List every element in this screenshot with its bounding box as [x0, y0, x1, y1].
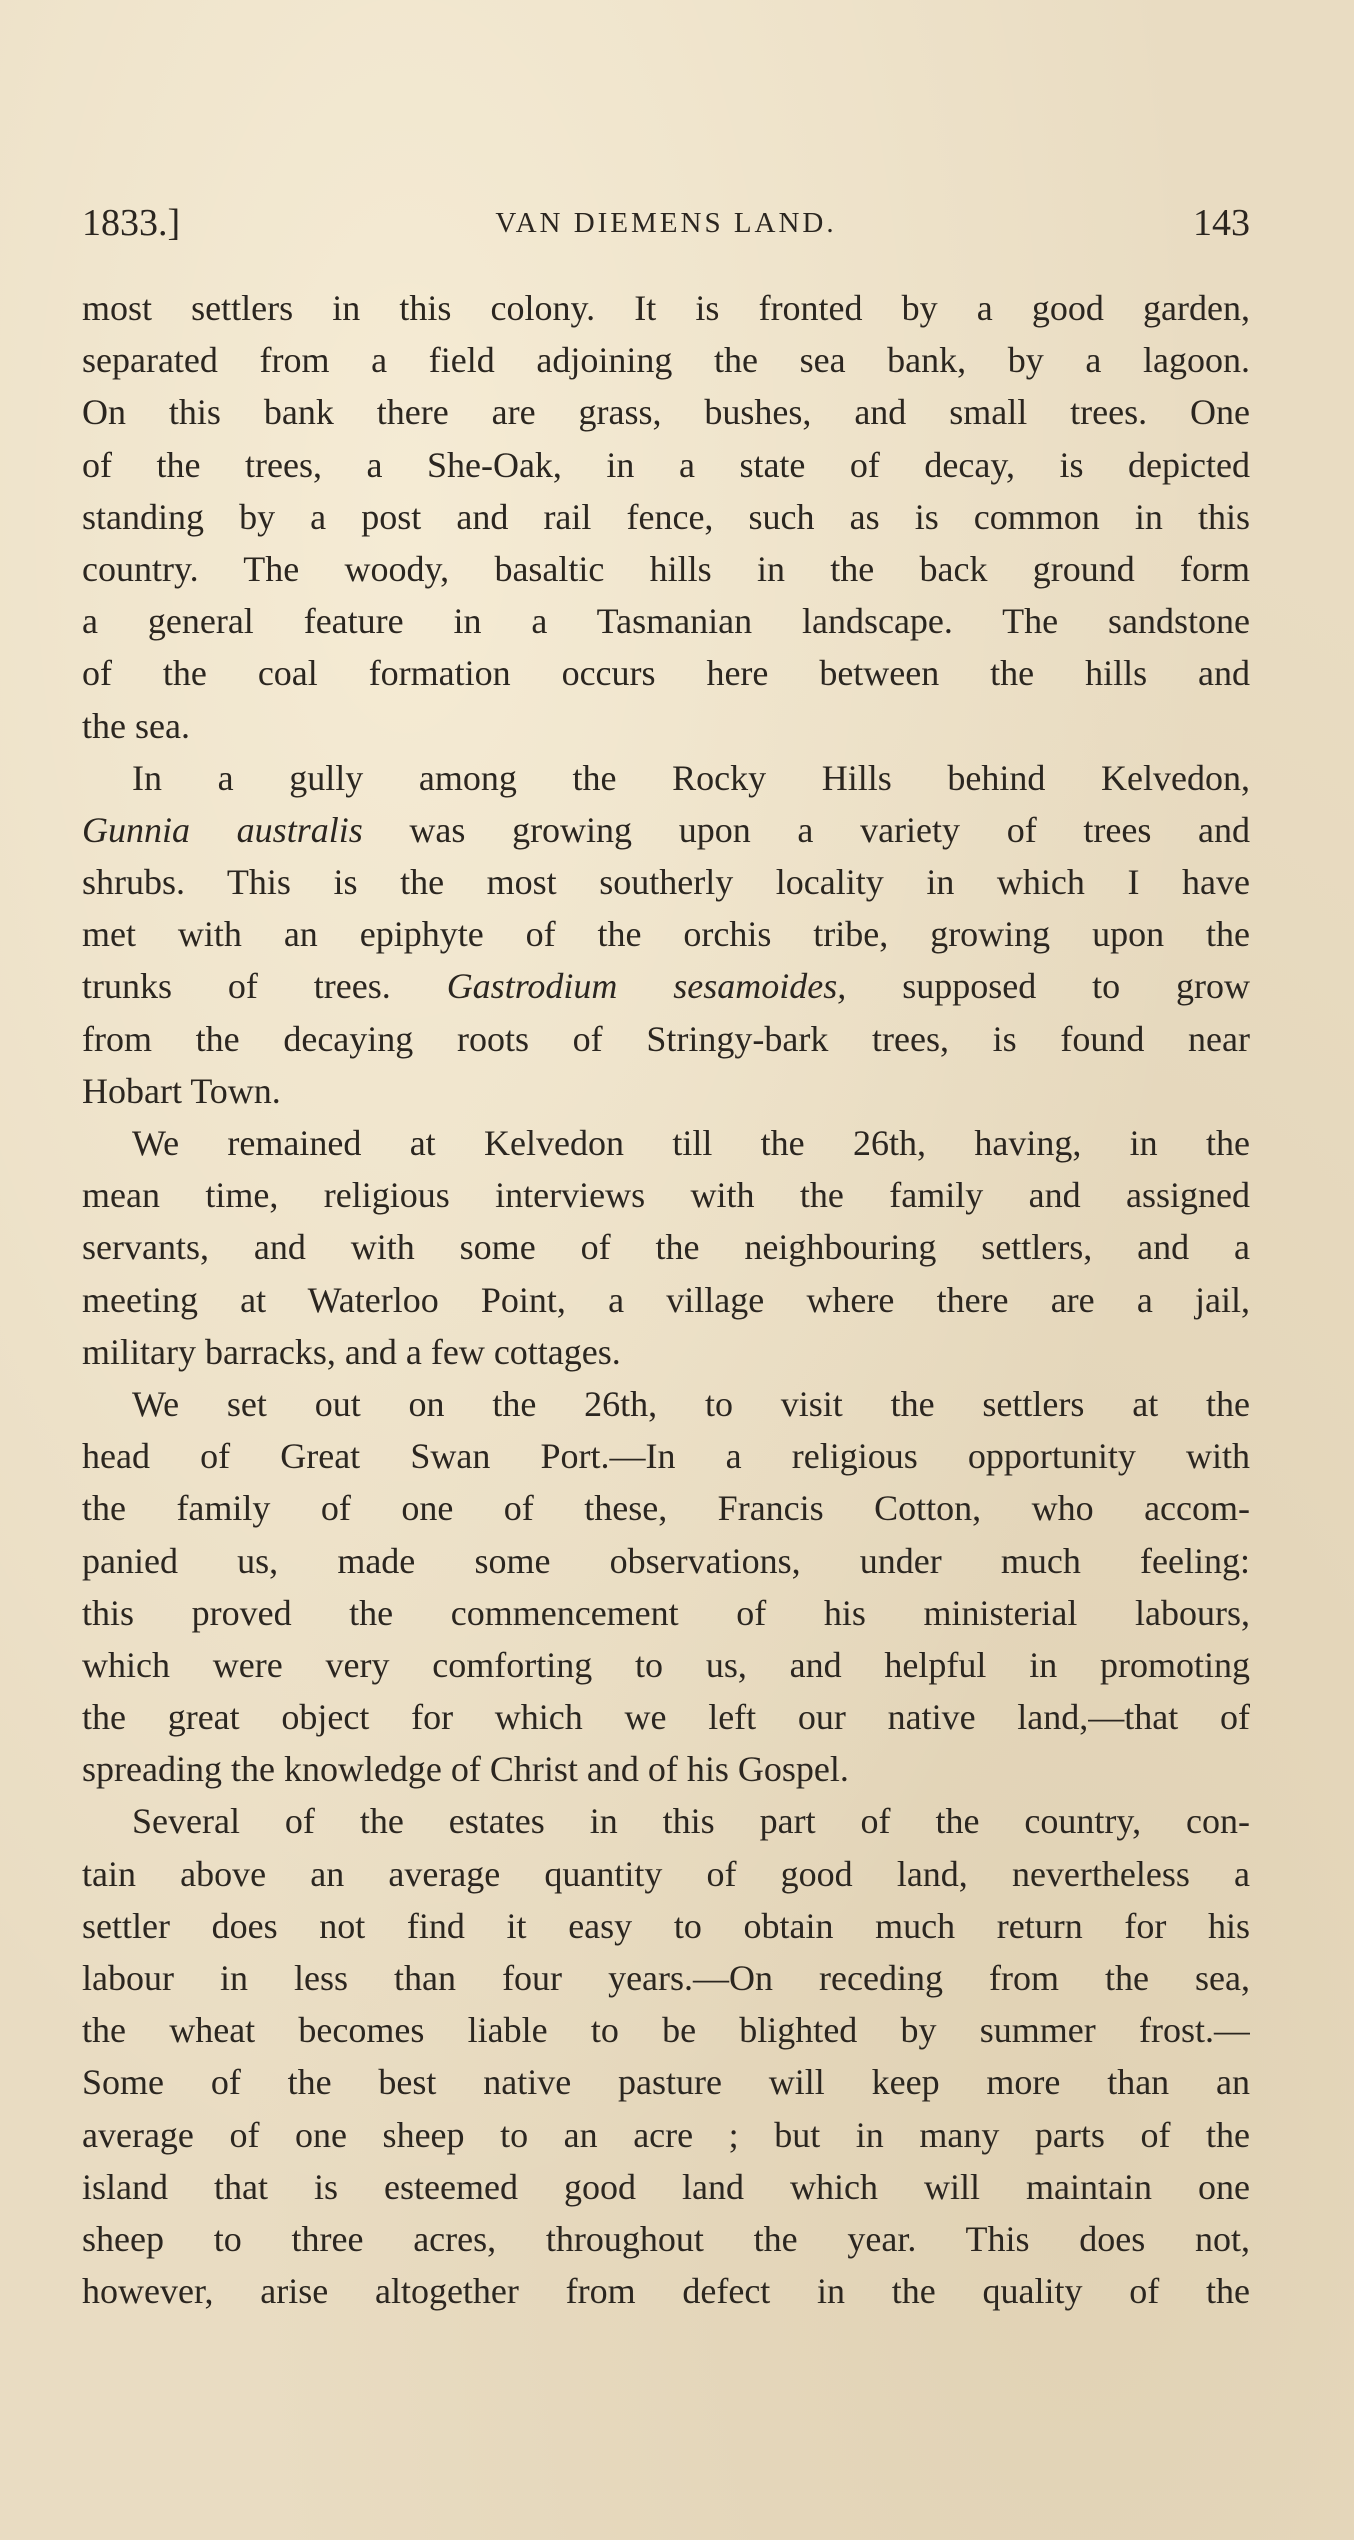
species-name: Gastrodium sesamoides,	[446, 966, 847, 1007]
text-line: met with an epiphyte of the orchis tribe, growing upon the	[82, 914, 1250, 955]
text-line: head of Great Swan Port.—In a religious opportunity with	[82, 1436, 1250, 1477]
text-line: the family of one of these, Francis Cotton, who accom-	[82, 1488, 1250, 1529]
text-line: sheep to three acres, throughout the year. This does not,	[82, 2218, 1250, 2259]
text-line: Several of the estates in this part of the country, con-	[132, 1801, 1250, 1842]
text-line: the wheat becomes liable to be blighted by summer frost.—	[82, 2010, 1250, 2051]
text-line: tain above an average quantity of good land, nevertheless a	[82, 1853, 1250, 1894]
text-line: of the trees, a She-Oak, in a state of decay, is depicted	[82, 444, 1250, 485]
text-line: which were very comforting to us, and helpful in promoting	[82, 1644, 1250, 1685]
text-line: panied us, made some observations, under much feeling:	[82, 1540, 1250, 1581]
text-line: shrubs. This is the most southerly locality in which I have	[82, 862, 1250, 903]
text-line	[82, 804, 1250, 856]
text-line: however, arise altogether from defect in the quality of the	[82, 2271, 1250, 2312]
text-line: meeting at Waterloo Point, a village where there are a jail,	[82, 1279, 1250, 1320]
header-year: 1833.]	[82, 202, 181, 244]
text-line: island that is esteemed good land which will maintain one	[82, 2166, 1250, 2207]
text-segment: supposed to grow	[846, 966, 1250, 1007]
text-line: from the decaying roots of Stringy-bark trees, is found near	[82, 1018, 1250, 1059]
text-line: We set out on the 26th, to visit the settlers at the	[132, 1383, 1250, 1424]
text-line	[82, 960, 1250, 1012]
text-line: most settlers in this colony. It is fronted by a good garden,	[82, 288, 1250, 328]
text-line: average of one sheep to an acre ; but in many parts of the	[82, 2114, 1250, 2155]
text-segment: trunks of trees.	[82, 966, 447, 1007]
text-line: settler does not find it easy to obtain much return for his	[82, 1905, 1250, 1946]
text-line: country. The woody, basaltic hills in the back ground form	[82, 548, 1250, 589]
text-line: Hobart Town.	[82, 1070, 281, 1111]
text-line: labour in less than four years.—On receding from the sea,	[82, 1958, 1250, 1998]
text-line: spreading the knowledge of Christ and of his Gospel.	[82, 1749, 849, 1790]
text-line: servants, and with some of the neighbouring settlers, and a	[82, 1227, 1250, 1268]
text-line: We remained at Kelvedon till the 26th, having, in the	[132, 1123, 1250, 1163]
text-line: of the coal formation occurs here between the hills and	[82, 653, 1250, 694]
text-line: a general feature in a Tasmanian landscape. The sandstone	[82, 601, 1250, 642]
text-line: military barracks, and a few cottages.	[82, 1331, 621, 1372]
text-line: separated from a field adjoining the sea bank, by a lagoon.	[82, 340, 1250, 381]
body-text	[82, 282, 1250, 2317]
text-line: the great object for which we left our native land,—that of	[82, 1697, 1250, 1738]
text-line: the sea.	[82, 705, 190, 746]
text-line: mean time, religious interviews with the family and assigned	[82, 1175, 1250, 1216]
text-line: Some of the best native pasture will keep more than an	[82, 2062, 1250, 2103]
text-line: standing by a post and rail fence, such as is common in this	[82, 496, 1250, 537]
page-number: 143	[1193, 202, 1250, 244]
header-title: VAN DIEMENS LAND.	[495, 207, 837, 239]
species-name: Gunnia australis	[82, 809, 363, 850]
text-line: On this bank there are grass, bushes, and small trees. One	[82, 392, 1250, 433]
text-segment: was growing upon a variety of trees and	[362, 809, 1250, 850]
text-line: In a gully among the Rocky Hills behind Kelvedon,	[132, 757, 1250, 798]
running-header	[82, 196, 1250, 250]
text-line: this proved the commencement of his ministerial labours,	[82, 1592, 1250, 1633]
